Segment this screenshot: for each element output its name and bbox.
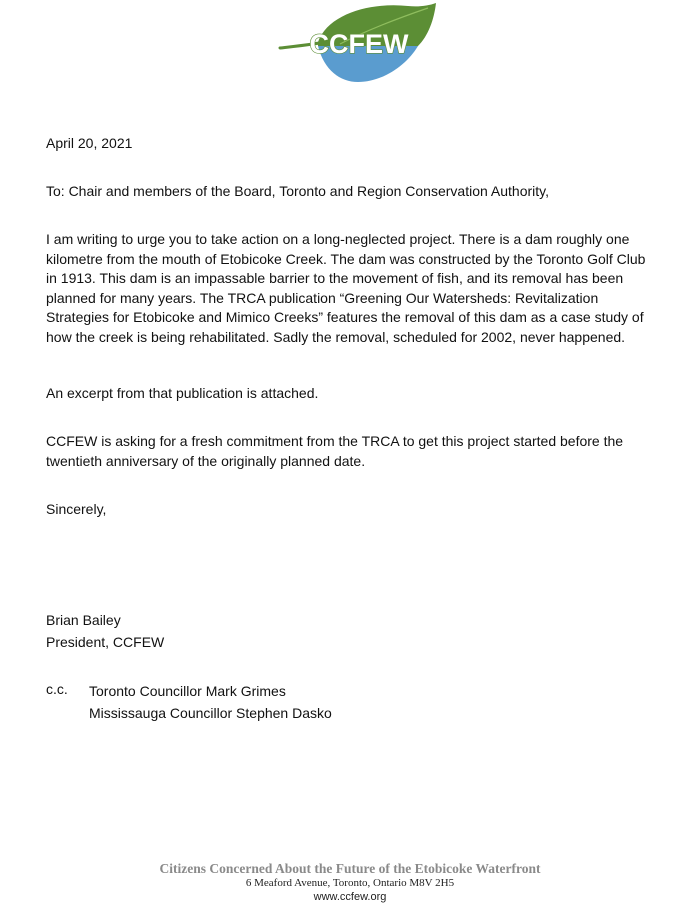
letter-closing: Sincerely, <box>46 501 107 517</box>
footer-organization: Citizens Concerned About the Future of the Etobicoke Waterfront <box>159 861 541 876</box>
letter-paragraph: I am writing to urge you to take action on a long-neglected project. There is a dam roughly one kilometre from the mouth of Etobicoke Creek. The dam was constructed by the Toronto Golf Club in 1913. This dam is an impassable barrier to the movement of fish, and its removal has been planned for many years. The TRCA publication “Greening Our Watersheds: Revitalization Strategies for Etobicoke and Mimico Creeks” features the removal of this dam as a case study of how the creek is being rehabilitated. Sadly the removal, scheduled for 2002, never happened. <box>46 231 646 345</box>
ccfew-logo <box>278 0 440 88</box>
letter-paragraph: CCFEW is asking for a fresh commitment from the TRCA to get this project started before the twentieth anniversary of the originally planned date. <box>46 433 624 469</box>
cc-recipient-list <box>89 680 332 724</box>
signatory-title: President, CCFEW <box>46 634 165 650</box>
cc-recipient: Mississauga Councillor Stephen Dasko <box>89 705 332 721</box>
letter-date: April 20, 2021 <box>46 135 133 151</box>
footer-website-link[interactable]: www.ccfew.org <box>313 891 387 903</box>
signatory-name: Brian Bailey <box>46 612 121 628</box>
logo-text: CCFEW <box>309 29 409 59</box>
cc-recipient: Toronto Councillor Mark Grimes <box>89 683 286 699</box>
footer-address: 6 Meaford Avenue, Toronto, Ontario M8V 2H5 <box>245 877 455 889</box>
letter-paragraph: An excerpt from that publication is attached. <box>46 385 319 401</box>
cc-label: c.c. <box>46 681 68 697</box>
letter-salutation: To: Chair and members of the Board, Toronto and Region Conservation Authority, <box>46 183 549 199</box>
